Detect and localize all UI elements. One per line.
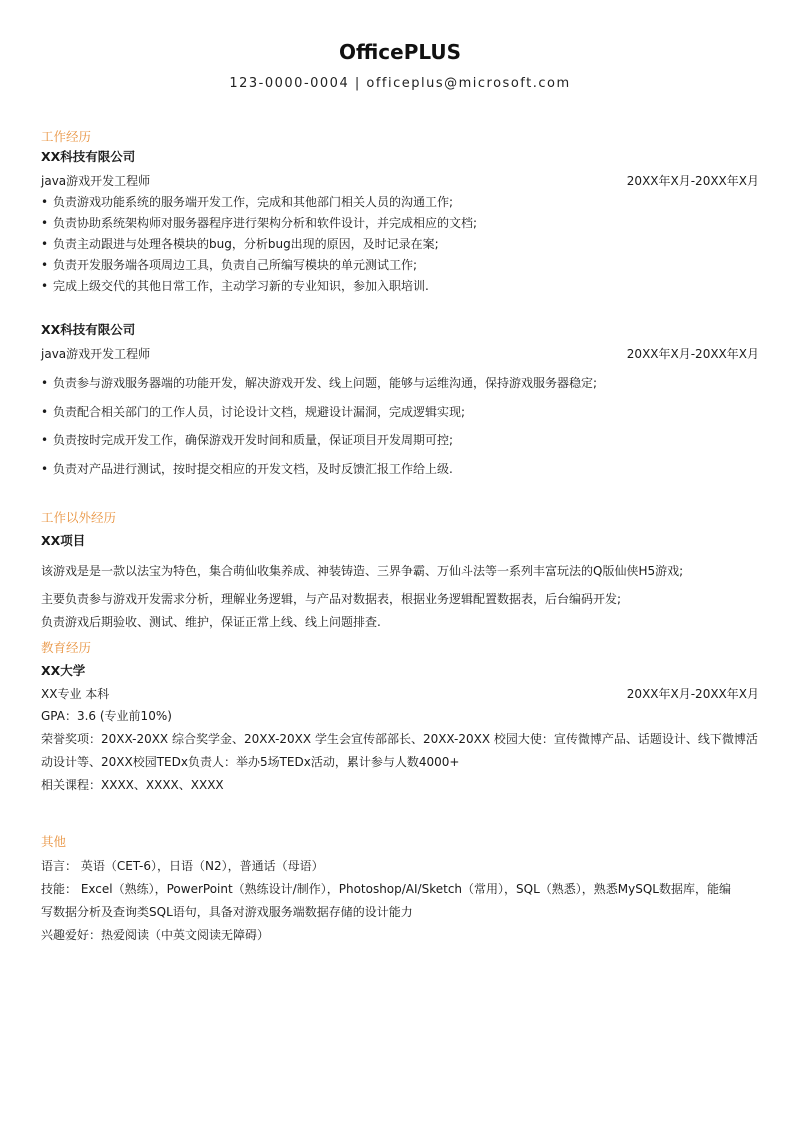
languages: 语言： 英语（CET-6），日语（N2），普通话（母语） [41,859,324,873]
job-bullet: • 负责参与游戏服务器端的功能开发，解决游戏开发、线上问题，能够与运维沟通，保持游戏服务器稳定; [41,369,759,398]
job-header [41,170,759,192]
gpa: GPA：3.6 (专业前10%) [41,709,172,723]
section-title-other: 其他 [41,834,67,849]
job-role: java游戏开发工程师 [41,347,151,361]
education-date: 20XX年X月-20XX年X月 [626,687,759,701]
school-name: XX大学 [41,663,86,678]
job-bullet: • 负责游戏功能系统的服务端开发工作，完成和其他部门相关人员的沟通工作; [41,192,759,213]
company-name: XX科技有限公司 [41,149,136,164]
job-bullet: • 负责按时完成开发工作，确保游戏开发时间和质量，保证项目开发周期可控; [41,426,759,455]
skills-line: 写数据分析及查询类SQL语句，具备对游戏服务端数据存储的设计能力 [41,905,413,919]
project-line: 主要负责参与游戏开发需求分析，理解业务逻辑，与产品对数据表，根据业务逻辑配置数据表，后台编码开发; [41,592,622,606]
job-bullet: • 负责协助系统架构师对服务器程序进行架构分析和软件设计，并完成相应的文档; [41,213,759,234]
job-bullet: • 负责主动跟进与处理各模块的bug，分析bug出现的原因，及时记录在案; [41,234,759,255]
job-bullet: • 负责开发服务端各项周边工具，负责自己所编写模块的单元测试工作; [41,255,759,276]
company-name: XX科技有限公司 [41,322,136,337]
project-line: 负责游戏后期验收、测试、维护，保证正常上线、线上问题排查. [41,615,381,629]
candidate-name: OfficePLUS [338,40,462,64]
job-date: 20XX年X月-20XX年X月 [626,174,759,188]
hobbies: 兴趣爱好：热爱阅读（中英文阅读无障碍） [41,928,270,942]
project-name: XX项目 [41,533,86,548]
section-title-education: 教育经历 [41,640,92,655]
job-header [41,343,759,365]
work-section [41,127,759,297]
honors-line: 动设计等、20XX校园TEDx负责人：举办5场TEDx活动，累计参与人数4000+ [41,755,460,769]
skills-line: 技能： Excel（熟练），PowerPoint（熟练设计/制作），Photoshop/AI/Sketch（常用），SQL（熟悉），熟悉MySQL数据库，能编 [41,882,731,896]
education-section [41,638,759,797]
education-header [41,683,759,705]
job-role: java游戏开发工程师 [41,174,151,188]
job-date: 20XX年X月-20XX年X月 [626,347,759,361]
work-job-2 [41,320,759,483]
job-bullet: • 完成上级交代的其他日常工作，主动学习新的专业知识，参加入职培训. [41,276,759,297]
other-section [41,832,759,947]
honors-line: 荣誉奖项：20XX-20XX 综合奖学金、20XX-20XX 学生会宣传部部长、20XX-20XX 校园大使：宣传微博产品、话题设计、线下微博活 [41,732,758,746]
job-bullet: • 负责对产品进行测试，按时提交相应的开发文档，及时反馈汇报工作给上级. [41,455,759,484]
project-line: 该游戏是是一款以法宝为特色，集合萌仙收集养成、神装铸造、三界争霸、万仙斗法等一系列丰富玩法的Q版仙侠H5游戏; [41,564,684,578]
courses: 相关课程：XXXX、XXXX、XXXX [41,778,224,792]
major: XX专业 本科 [41,687,110,701]
extra-section [41,508,759,634]
section-title-work: 工作经历 [41,129,92,144]
section-title-extra: 工作以外经历 [41,510,117,525]
job-bullet: • 负责配合相关部门的工作人员，讨论设计文档，规避设计漏洞，完成逻辑实现; [41,398,759,427]
contact-line: 123-0000-0004 | officeplus@microsoft.com [229,76,571,91]
